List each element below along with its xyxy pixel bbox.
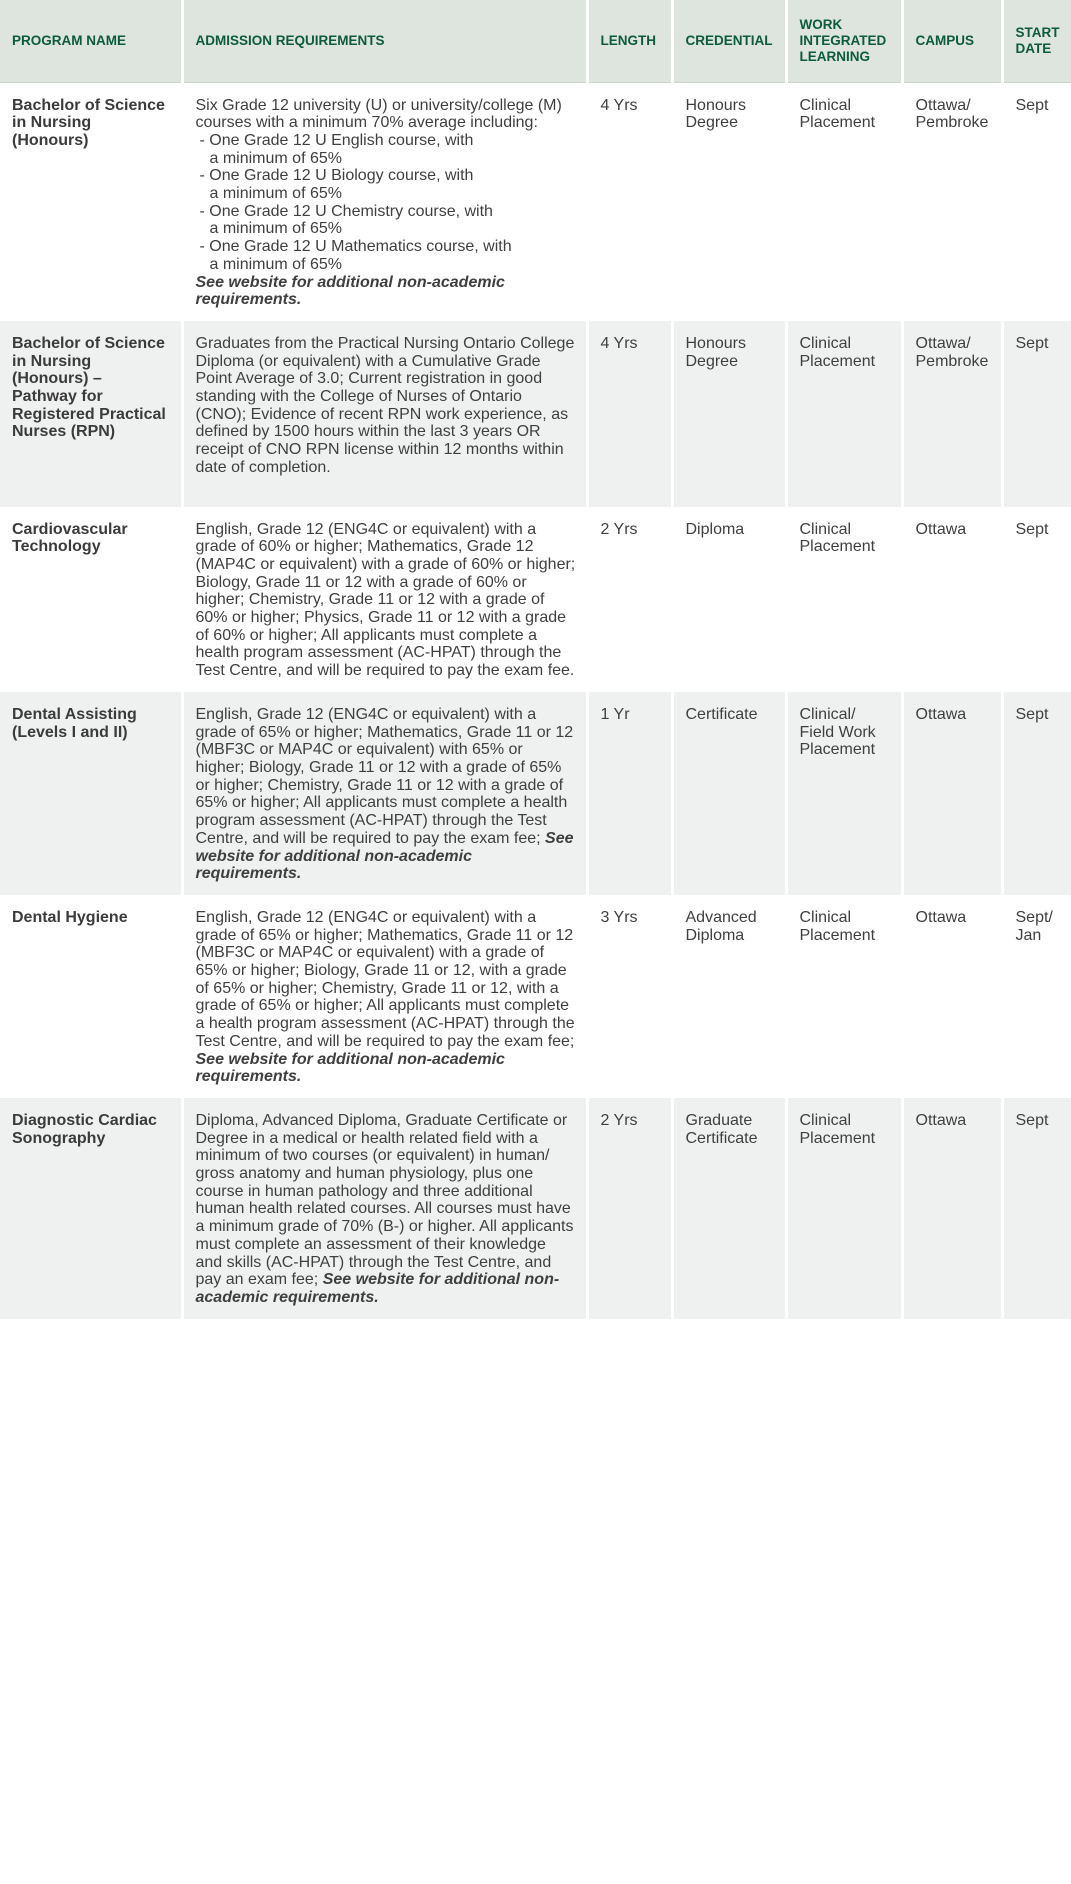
admission-requirements-cell xyxy=(182,82,587,321)
program-name-cell: Diagnostic Cardiac Sonography xyxy=(0,1098,182,1319)
program-name-cell: Dental Hygiene xyxy=(0,895,182,1098)
length-cell: 4 Yrs xyxy=(587,321,672,507)
table-row xyxy=(0,692,1071,895)
start-date-cell: Sept xyxy=(1002,321,1071,507)
credential-cell: Certificate xyxy=(672,692,786,895)
wil-cell: Clinical Placement xyxy=(786,82,902,321)
campus-cell: Ottawa xyxy=(902,507,1002,692)
admission-requirements-cell: Graduates from the Practical Nursing Ontario College Diploma (or equivalent) with a Cumulative Grade Point Average of 3.0; Current registration in good standing with the College of Nurses of Ontario (CNO); Evidence of recent RPN work experience, as defined by 1500 hours within the last 3 years OR receipt of CNO RPN license within 12 months within date of completion. xyxy=(182,321,587,507)
length-cell: 4 Yrs xyxy=(587,82,672,321)
length-cell: 2 Yrs xyxy=(587,1098,672,1319)
table-row xyxy=(0,1098,1071,1319)
requirement-line: a minimum of 65% xyxy=(209,185,342,203)
program-name-cell: Bachelor of Science in Nursing (Honours) – Pathway for Registered Practical Nurses (RPN) xyxy=(0,321,182,507)
requirement-line: courses with a minimum 70% average including: xyxy=(195,114,538,132)
requirement-line: a minimum of 65% xyxy=(209,255,342,273)
header-row xyxy=(0,0,1071,82)
requirement-line: a minimum of 65% xyxy=(209,149,342,167)
credential-cell: Diploma xyxy=(672,507,786,692)
table-row xyxy=(0,895,1071,1098)
campus-cell: Ottawa xyxy=(902,692,1002,895)
requirement-line: - One Grade 12 U English course, with xyxy=(199,131,474,149)
program-name-cell: Bachelor of Science in Nursing (Honours) xyxy=(0,82,182,321)
admission-requirements-cell xyxy=(182,895,587,1098)
start-date-cell: Sept xyxy=(1002,82,1071,321)
header-credential: CREDENTIAL xyxy=(672,0,786,82)
header-length: LENGTH xyxy=(587,0,672,82)
additional-requirements-note: See website for additional non-academic requirements. xyxy=(195,829,574,883)
table-row xyxy=(0,321,1071,507)
header-start-date: START DATE xyxy=(1002,0,1071,82)
wil-cell: Clinical Placement xyxy=(786,507,902,692)
additional-requirements-note: See website for additional non-academic requirements. xyxy=(195,273,505,309)
length-cell: 1 Yr xyxy=(587,692,672,895)
requirements-text: English, Grade 12 (ENG4C or equivalent) with a grade of 65% or higher; Mathematics, Grade 11 or 12 (MBF3C or MAP4C or equivalent) with 65% or higher; Biology, Grade 11 or 12 with a grade of 65% or higher; Chemistry, Grade 11 or 12 with a grade of 65% or higher; All applicants must complete a health program assessment (AC-HPAT) through the Test Centre, and will be required to pay the exam fee; xyxy=(195,705,574,847)
length-cell: 3 Yrs xyxy=(587,895,672,1098)
requirement-line: - One Grade 12 U Mathematics course, with xyxy=(199,238,512,256)
table-body xyxy=(0,82,1071,1319)
header-work-integrated-learning: WORK INTEGRATED LEARNING xyxy=(786,0,902,82)
wil-cell: Clinical Placement xyxy=(786,321,902,507)
additional-requirements-note: See website for additional non-academic requirements. xyxy=(195,1271,560,1306)
requirements-list xyxy=(196,97,576,274)
start-date-cell: Sept xyxy=(1002,692,1071,895)
wil-cell: Clinical/ Field Work Placement xyxy=(786,692,902,895)
program-name-cell: Cardiovascular Technology xyxy=(0,507,182,692)
header-campus: CAMPUS xyxy=(902,0,1002,82)
header-admission-requirements: ADMISSION REQUIREMENTS xyxy=(182,0,587,82)
admission-requirements-cell: English, Grade 12 (ENG4C or equivalent) with a grade of 60% or higher; Mathematics, Grade 12 (MAP4C or equivalent) with a grade of 60% or higher; Biology, Grade 11 or 12 with a grade of 60% or higher; Chemistry, Grade 11 or 12 with a grade of 60% or higher; Physics, Grade 11 or 12 with a grade of 60% or higher; All applicants must complete a health program assessment (AC-HPAT) through the Test Centre, and will be required to pay the exam fee. xyxy=(182,507,587,692)
credential-cell: Honours Degree xyxy=(672,82,786,321)
additional-requirements-note: See website for additional non-academic requirements. xyxy=(195,1050,505,1086)
wil-cell: Clinical Placement xyxy=(786,895,902,1098)
program-name-cell: Dental Assisting (Levels I and II) xyxy=(0,692,182,895)
requirement-line: Six Grade 12 university (U) or university/college (M) xyxy=(195,96,562,114)
start-date-cell: Sept xyxy=(1002,1098,1071,1319)
wil-cell: Clinical Placement xyxy=(786,1098,902,1319)
requirements-text: Diploma, Advanced Diploma, Graduate Certificate or Degree in a medical or health related field with a minimum of two courses (or equivalent) in human/ gross anatomy and human physiology, plus one course in human pathology and three additional human health related courses. All courses must have a minimum grade of 70% (B-) or higher. All applicants must complete an assessment of their knowledge and skills (AC-HPAT) through the Test Centre, and pay an exam fee; xyxy=(195,1111,574,1289)
requirement-line: - One Grade 12 U Biology course, with xyxy=(199,167,474,185)
start-date-cell: Sept/ Jan xyxy=(1002,895,1071,1098)
campus-cell: Ottawa xyxy=(902,895,1002,1098)
admission-requirements-cell xyxy=(182,692,587,895)
requirement-line: a minimum of 65% xyxy=(209,220,342,238)
table-row xyxy=(0,507,1071,692)
requirement-line: - One Grade 12 U Chemistry course, with xyxy=(199,202,493,220)
campus-cell: Ottawa/ Pembroke xyxy=(902,321,1002,507)
header-program-name: PROGRAM NAME xyxy=(0,0,182,82)
credential-cell: Graduate Certificate xyxy=(672,1098,786,1319)
campus-cell: Ottawa xyxy=(902,1098,1002,1319)
table-header xyxy=(0,0,1071,82)
campus-cell: Ottawa/ Pembroke xyxy=(902,82,1002,321)
credential-cell: Advanced Diploma xyxy=(672,895,786,1098)
start-date-cell: Sept xyxy=(1002,507,1071,692)
table-row xyxy=(0,82,1071,321)
credential-cell: Honours Degree xyxy=(672,321,786,507)
admission-requirements-cell xyxy=(182,1098,587,1319)
requirements-text: English, Grade 12 (ENG4C or equivalent) with a grade of 65% or higher; Mathematics, Grade 11 or 12 (MBF3C or MAP4C or equivalent) with a grade of 65% or higher; Biology, Grade 11 or 12, with a grade of 65% or higher; Chemistry, Grade 11 or 12, with a grade of 65% or higher; All applicants must complete a health program assessment (AC-HPAT) through the Test Centre, and will be required to pay the exam fee; xyxy=(195,908,575,1050)
length-cell: 2 Yrs xyxy=(587,507,672,692)
